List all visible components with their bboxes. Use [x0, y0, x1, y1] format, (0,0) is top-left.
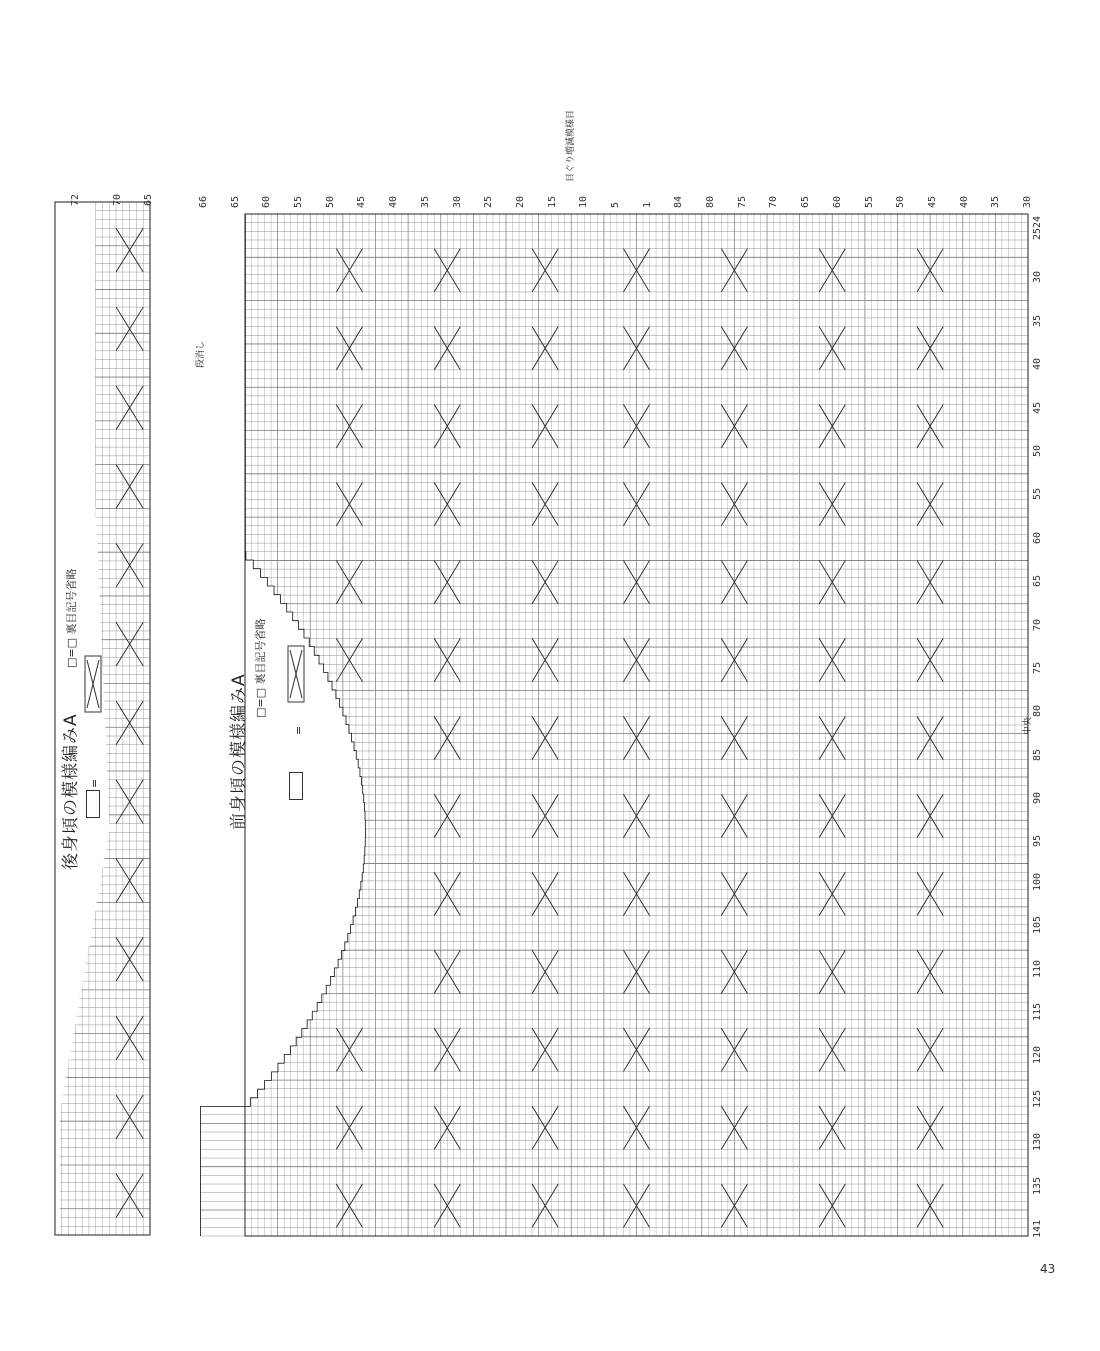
front-column-tick: 35 [990, 195, 1002, 208]
front-row-tick: 55 [1032, 488, 1043, 501]
back-column-tick: 72 [70, 193, 81, 206]
front-column-tick: 65 [800, 195, 812, 208]
front-column-tick: 1 [641, 201, 653, 208]
front-column-tick: 66 [198, 195, 209, 208]
front-row-tick: 45 [1032, 401, 1043, 414]
front-row-tick: 110 [1032, 959, 1043, 978]
front-panel-chart [190, 210, 1030, 1240]
front-column-tick: 75 [736, 195, 748, 208]
page-number: 43 [1040, 1262, 1056, 1276]
front-row-tick: 85 [1032, 748, 1043, 761]
front-column-tick: 45 [926, 195, 938, 208]
back-title: 後身頃の模様編みA [61, 713, 81, 870]
front-row-tick: 75 [1032, 661, 1043, 674]
back-column-tick: 70 [112, 193, 123, 206]
front-row-tick: 141 [1032, 1219, 1043, 1238]
front-column-tick: 80 [705, 195, 717, 208]
back-column-tick: 65 [143, 193, 154, 206]
front-column-tick: 55 [863, 195, 875, 208]
front-row-tick: 130 [1032, 1133, 1043, 1152]
bind-off-annotation: 段消し [196, 340, 206, 368]
front-row-tick: 60 [1032, 531, 1043, 544]
front-column-tick: 25 [483, 195, 495, 208]
front-column-tick: 5 [610, 201, 621, 208]
back-legend-cable-box [86, 790, 100, 818]
back-legend-cable-symbol [84, 655, 102, 713]
front-column-tick: 20 [514, 195, 526, 208]
front-column-tick: 84 [673, 195, 685, 208]
front-column-tick: 65 [229, 195, 241, 208]
back-legend-equals: = [88, 778, 101, 788]
front-column-tick: 10 [578, 195, 590, 208]
front-top-annotation: 目ぐり増減模様目 [566, 109, 576, 182]
front-row-tick: 90 [1032, 792, 1043, 805]
front-column-tick: 70 [768, 195, 780, 208]
front-column-tick: 50 [324, 195, 336, 208]
front-row-tick: 115 [1032, 1002, 1043, 1022]
front-legend-cable-box [289, 772, 303, 800]
front-column-tick: 30 [1022, 195, 1033, 208]
front-row-tick: 35 [1032, 314, 1043, 327]
front-row-tick: 30 [1032, 271, 1043, 284]
front-column-tick: 60 [261, 195, 273, 208]
front-row-tick: 120 [1032, 1046, 1043, 1065]
front-column-tick: 35 [419, 195, 431, 208]
front-column-tick: 50 [895, 195, 907, 208]
front-column-tick: 60 [831, 195, 843, 208]
front-legend-cable-symbol [287, 645, 305, 703]
front-row-tick: 50 [1032, 444, 1043, 457]
front-legend-purl: □=□ 裏目記号省略 [254, 618, 267, 718]
front-column-tick: 30 [451, 195, 463, 208]
front-row-tick: 80 [1032, 705, 1043, 718]
front-row-tick: 65 [1032, 575, 1043, 588]
front-column-tick: 15 [546, 195, 558, 208]
front-title: 前身頃の模様編みA [229, 673, 249, 830]
front-row-tick: 2524 [1032, 215, 1043, 240]
front-row-tick: 100 [1032, 872, 1043, 891]
front-row-tick: 70 [1032, 618, 1043, 631]
front-row-tick: 95 [1032, 835, 1043, 848]
front-row-tick: 105 [1032, 916, 1043, 935]
back-legend-purl: □=□ 裏目記号省略 [65, 568, 78, 668]
front-row-tick: 125 [1032, 1089, 1043, 1108]
front-legend-equals: = [292, 725, 305, 735]
front-column-tick: 55 [293, 195, 305, 208]
center-mark: 中央 [1023, 716, 1033, 735]
front-column-tick: 40 [958, 195, 970, 208]
front-row-tick: 135 [1032, 1176, 1043, 1195]
front-column-tick: 40 [388, 195, 400, 208]
front-column-tick: 45 [356, 195, 368, 208]
front-row-tick: 40 [1032, 358, 1043, 371]
